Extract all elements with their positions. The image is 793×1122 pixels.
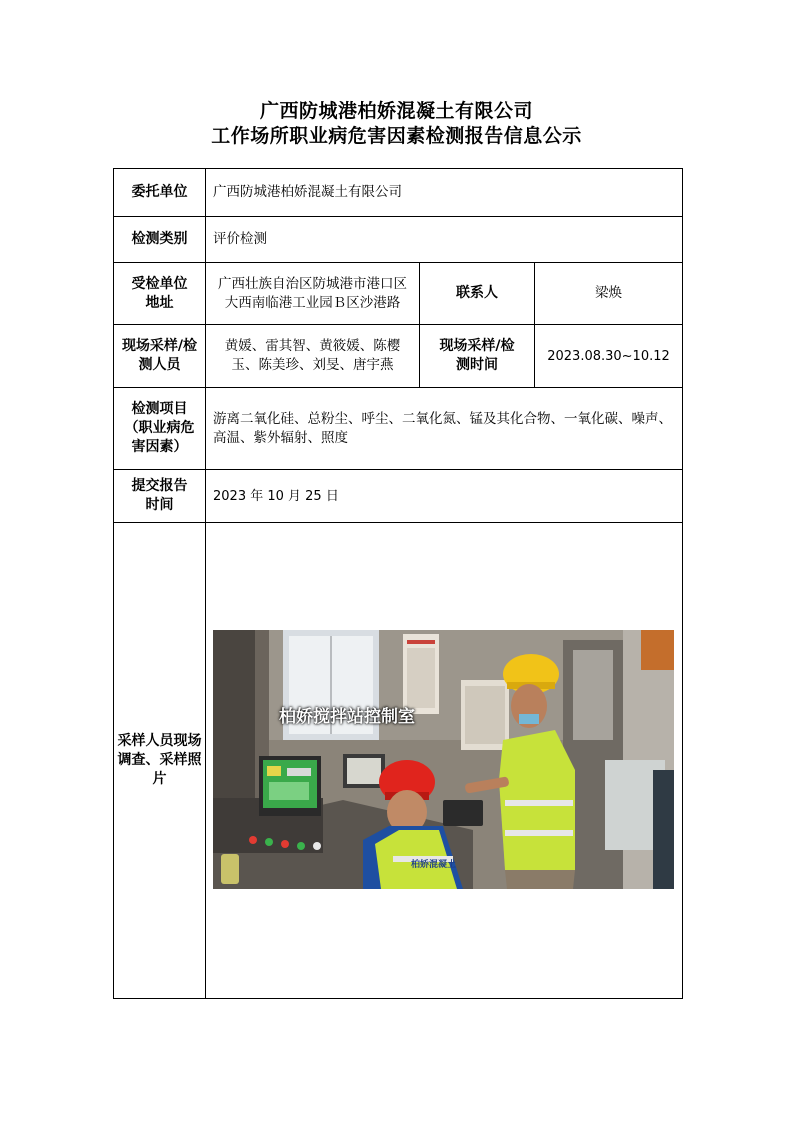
row-photo bbox=[114, 523, 683, 999]
vest-logo-text: 柏娇混凝土 bbox=[411, 860, 457, 870]
row-address bbox=[114, 263, 683, 325]
time-value: 2023.08.30~10.12 bbox=[535, 325, 683, 388]
document-subtitle: 工作场所职业病危害因素检测报告信息公示 bbox=[211, 125, 582, 147]
row-submit bbox=[114, 470, 683, 523]
row-personnel bbox=[114, 325, 683, 388]
submit-value: 2023 年 10 月 25 日 bbox=[206, 470, 683, 523]
submit-label: 提交报告时间 bbox=[114, 470, 206, 523]
personnel-value: 黄媛、雷其智、黄筱媛、陈樱玉、陈美珍、刘旻、唐宇燕 bbox=[206, 325, 420, 388]
time-label: 现场采样/检测时间 bbox=[420, 325, 535, 388]
photo-caption: 柏娇搅拌站控制室 bbox=[279, 707, 415, 727]
info-table bbox=[113, 168, 683, 999]
client-value: 广西防城港柏娇混凝土有限公司 bbox=[206, 169, 683, 217]
contact-value: 梁焕 bbox=[535, 263, 683, 325]
category-value: 评价检测 bbox=[206, 217, 683, 263]
document-title: 广西防城港柏娇混凝土有限公司 bbox=[259, 100, 533, 122]
row-category bbox=[114, 217, 683, 263]
site-photo bbox=[213, 630, 674, 889]
items-value: 游离二氧化硅、总粉尘、呼尘、二氧化氮、锰及其化合物、一氧化碳、噪声、高温、紫外辐射、照度 bbox=[206, 388, 683, 470]
category-label: 检测类别 bbox=[114, 217, 206, 263]
photo-label: 采样人员现场调查、采样照片 bbox=[114, 523, 206, 999]
row-client bbox=[114, 169, 683, 217]
row-items bbox=[114, 388, 683, 470]
items-label: 检测项目（职业病危害因素） bbox=[114, 388, 206, 470]
address-label: 受检单位地址 bbox=[114, 263, 206, 325]
address-value: 广西壮族自治区防城港市港口区大西南临港工业园Ｂ区沙港路 bbox=[206, 263, 420, 325]
client-label: 委托单位 bbox=[114, 169, 206, 217]
contact-label: 联系人 bbox=[420, 263, 535, 325]
photo-cell bbox=[206, 523, 683, 999]
personnel-label: 现场采样/检测人员 bbox=[114, 325, 206, 388]
